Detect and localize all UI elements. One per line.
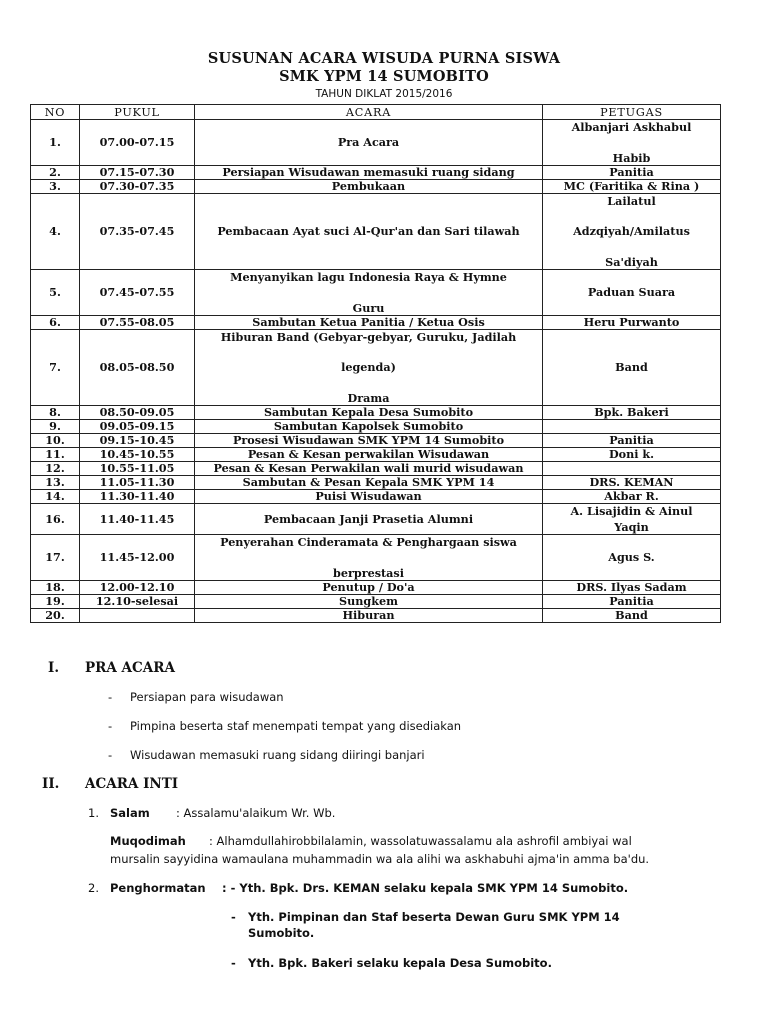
cell-petugas: Paduan Suara bbox=[543, 270, 721, 316]
section-1-title: PRA ACARA bbox=[85, 660, 175, 676]
header-no: NO bbox=[31, 105, 80, 120]
cell-acara bbox=[195, 535, 543, 581]
cell-acara: Sambutan Ketua Panitia / Ketua Osis bbox=[195, 316, 543, 330]
cell-acara-line: Menyanyikan lagu Indonesia Raya & Hymne bbox=[230, 269, 507, 284]
cell-no: 5. bbox=[31, 270, 80, 316]
cell-petugas-line: Sa'diyah bbox=[605, 254, 658, 269]
cell-acara-line: berprestasi bbox=[333, 565, 404, 580]
cell-petugas bbox=[543, 504, 721, 535]
cell-petugas-line: Yaqin bbox=[614, 519, 649, 534]
cell-acara-line: legenda) bbox=[341, 360, 396, 374]
penghormatan-dash-2: - bbox=[231, 910, 236, 924]
cell-no: 7. bbox=[31, 330, 80, 406]
cell-pukul: 09.15-10.45 bbox=[80, 434, 195, 448]
cell-pukul: 12.00-12.10 bbox=[80, 581, 195, 595]
table-row bbox=[31, 166, 721, 180]
table-row bbox=[31, 180, 721, 194]
cell-pukul bbox=[80, 609, 195, 623]
cell-pukul: 08.05-08.50 bbox=[80, 330, 195, 406]
section-1-numeral: I. bbox=[48, 660, 60, 676]
cell-petugas: Bpk. Bakeri bbox=[543, 406, 721, 420]
table-row bbox=[31, 330, 721, 406]
cell-petugas: DRS. KEMAN bbox=[543, 476, 721, 490]
table-row bbox=[31, 581, 721, 595]
muqodimah-line-2: mursalin sayyidina wamaulana muhammadin wa ala alihi wa askhabuhi ajma'in amma ba'du. bbox=[110, 852, 650, 866]
cell-pukul: 10.55-11.05 bbox=[80, 462, 195, 476]
salam-text: : Assalamu'alaikum Wr. Wb. bbox=[176, 806, 336, 820]
cell-acara: Pembacaan Ayat suci Al-Qur'an dan Sari tilawah bbox=[195, 194, 543, 270]
cell-no: 9. bbox=[31, 420, 80, 434]
section-2-numeral: II. bbox=[42, 776, 60, 792]
cell-acara-line: Penyerahan Cinderamata & Penghargaan siswa bbox=[220, 534, 517, 549]
cell-petugas: Doni k. bbox=[543, 448, 721, 462]
cell-acara-line: Guru bbox=[352, 300, 385, 315]
cell-acara: Sambutan Kepala Desa Sumobito bbox=[195, 406, 543, 420]
penghormatan-line-3: Yth. Bpk. Bakeri selaku kepala Desa Sumobito. bbox=[248, 956, 552, 970]
cell-no: 11. bbox=[31, 448, 80, 462]
table-row bbox=[31, 434, 721, 448]
cell-pukul: 11.05-11.30 bbox=[80, 476, 195, 490]
header-pukul: PUKUL bbox=[80, 105, 195, 120]
table-row bbox=[31, 595, 721, 609]
cell-petugas: Akbar R. bbox=[543, 490, 721, 504]
cell-pukul: 07.15-07.30 bbox=[80, 166, 195, 180]
cell-pukul: 07.00-07.15 bbox=[80, 120, 195, 166]
cell-acara bbox=[195, 270, 543, 316]
penghormatan-line-1: : - Yth. Bpk. Drs. KEMAN selaku kepala SMK YPM 14 Sumobito. bbox=[222, 881, 629, 895]
header-acara: ACARA bbox=[195, 105, 543, 120]
cell-petugas-line: Lailatul bbox=[607, 193, 656, 208]
cell-acara: Penutup / Do'a bbox=[195, 581, 543, 595]
cell-no: 13. bbox=[31, 476, 80, 490]
cell-no: 8. bbox=[31, 406, 80, 420]
document-page: SUSUNAN ACARA WISUDA PURNA SISWA SMK YPM 14 SUMOBITO TAHUN DIKLAT 2015/2016 NO PUKUL ACARA PETUGAS 1. 07.00-07.15 Pra Acara Albanjari Askhabul Habib 2. 07.15-07.30 Persiapan Wisudawan memasuki ruang sidang Panitia 3. 07.30-07.35 Pembukaan MC (Faritika & Rina ) 4. 07.35-07.45 Pembacaan Ayat suci Al-Qur'an dan Sari tilawah Lailatul Adzqiyah/Amilatus Sa'diyah 5. 07.45-07.55 Menyanyikan lagu Indonesia Raya & Hymne Guru Paduan Suara 6. 07.55-08.05 Sambutan Ketua Panitia / Ketua Osis Heru Purwanto 7. 08.05-08.50 Hiburan Band (Gebyar-gebyar, Guruku, Jadilah legenda) Drama Band 8. 08.50-09.05 Sambutan Kepala Desa Sumobito Bpk. Bakeri 9. 09.05-09.15 Sambutan Kapolsek Sumobito 10. 09.15-10.45 Prosesi Wisudawan SMK YPM 14 Sumobito Panitia 11. 10.45-10.55 Pesan & Kesan perwakilan Wisudawan Doni k. 12. 10.55-11.05 Pesan & Kesan Perwakilan wali murid wisudawan 13. 11.05-11.30 Sambutan & Pesan Kepala SMK YPM 14 DRS. KEMAN 14. 11.30-11.40 Puisi Wisudawan Akbar R. 16. 11.40-11.45 Pembacaan Janji Prasetia Alumni A. Lisajidin & Ainul Yaqin 17. 11.45-12.00 Penyerahan Cinderamata & Penghargaan siswa berprestasi Agus S. 18. 12.00-12.10 Penutup / Do'a DRS. Ilyas Sadam 19. 12.10-selesai Sungkem Panitia 20. Hiburan Band I. PRA ACARA - Persiapan para wisudawan - Pimpina beserta staf menempati tempat yang disediakan - Wisudawan memasuki ruang sidang diiringi banjari II. ACARA INTI 1. Salam : Assalamu'alaikum Wr. Wb. Muqodimah : Alhamdullahirobbilalamin, wassolatuwassalamu ala ashrofil ambiyai wal mursalin sayyidina wamaulana muhammadin wa ala alihi wa askhabuhi ajma'in amma ba'du. 2. Penghormatan : - Yth. Bpk. Drs. KEMAN selaku kepala SMK YPM 14 Sumobito. - Yth. Pimpinan dan Staf beserta Dewan Guru SMK YPM 14 Sumobito. - Yth. Bpk. Bakeri selaku kepala Desa Sumobito. bbox=[0, 0, 768, 1024]
table-row bbox=[31, 420, 721, 434]
salam-label: Salam bbox=[110, 806, 150, 820]
cell-pukul: 10.45-10.55 bbox=[80, 448, 195, 462]
table-header-row bbox=[31, 105, 721, 120]
cell-petugas: Panitia bbox=[543, 166, 721, 180]
cell-no: 2. bbox=[31, 166, 80, 180]
item-1-number: 1. bbox=[88, 806, 99, 820]
cell-petugas: Band bbox=[543, 330, 721, 406]
document-title: SUSUNAN ACARA WISUDA PURNA SISWA bbox=[207, 50, 561, 67]
cell-petugas-line: Albanjari Askhabul bbox=[571, 119, 692, 134]
cell-no: 10. bbox=[31, 434, 80, 448]
cell-acara: Prosesi Wisudawan SMK YPM 14 Sumobito bbox=[195, 434, 543, 448]
table-row bbox=[31, 504, 721, 535]
section-2-title: ACARA INTI bbox=[85, 776, 179, 792]
cell-pukul: 07.35-07.45 bbox=[80, 194, 195, 270]
table-row bbox=[31, 448, 721, 462]
cell-no: 1. bbox=[31, 120, 80, 166]
penghormatan-dash-3: - bbox=[231, 956, 236, 970]
cell-petugas: Band bbox=[543, 609, 721, 623]
table-row bbox=[31, 194, 721, 270]
penghormatan-line-2b: Sumobito. bbox=[248, 926, 315, 940]
cell-acara-line: Drama bbox=[347, 390, 390, 405]
cell-no: 19. bbox=[31, 595, 80, 609]
header-petugas: PETUGAS bbox=[543, 105, 721, 120]
cell-acara: Hiburan bbox=[195, 609, 543, 623]
cell-petugas-line: Habib bbox=[612, 150, 651, 165]
cell-petugas bbox=[543, 420, 721, 434]
school-name: SMK YPM 14 SUMOBITO bbox=[279, 68, 489, 85]
cell-acara-line: Hiburan Band (Gebyar-gebyar, Guruku, Jadilah bbox=[220, 329, 517, 344]
cell-petugas: DRS. Ilyas Sadam bbox=[543, 581, 721, 595]
table-row bbox=[31, 406, 721, 420]
cell-no: 14. bbox=[31, 490, 80, 504]
table-row bbox=[31, 270, 721, 316]
cell-no: 20. bbox=[31, 609, 80, 623]
cell-petugas: Heru Purwanto bbox=[543, 316, 721, 330]
table-row bbox=[31, 476, 721, 490]
cell-petugas bbox=[543, 120, 721, 166]
cell-petugas-line: Adzqiyah/Amilatus bbox=[573, 224, 690, 238]
cell-acara: Pra Acara bbox=[195, 120, 543, 166]
cell-pukul: 07.30-07.35 bbox=[80, 180, 195, 194]
schedule-table bbox=[30, 104, 721, 623]
muqodimah-label: Muqodimah bbox=[110, 834, 186, 848]
cell-pukul: 11.40-11.45 bbox=[80, 504, 195, 535]
muqodimah-line-1: : Alhamdullahirobbilalamin, wassolatuwassalamu ala ashrofil ambiyai wal bbox=[209, 834, 632, 848]
penghormatan-line-2a: Yth. Pimpinan dan Staf beserta Dewan Guru SMK YPM 14 bbox=[248, 910, 620, 924]
cell-pukul: 11.30-11.40 bbox=[80, 490, 195, 504]
section-2-heading bbox=[0, 776, 768, 794]
item-2-number: 2. bbox=[88, 881, 99, 895]
cell-acara: Pesan & Kesan Perwakilan wali murid wisudawan bbox=[195, 462, 543, 476]
table-row bbox=[31, 490, 721, 504]
cell-petugas bbox=[543, 462, 721, 476]
cell-no: 16. bbox=[31, 504, 80, 535]
cell-acara: Persiapan Wisudawan memasuki ruang sidang bbox=[195, 166, 543, 180]
cell-no: 6. bbox=[31, 316, 80, 330]
cell-acara: Sungkem bbox=[195, 595, 543, 609]
cell-petugas: Panitia bbox=[543, 434, 721, 448]
cell-acara: Pembacaan Janji Prasetia Alumni bbox=[195, 504, 543, 535]
cell-pukul: 08.50-09.05 bbox=[80, 406, 195, 420]
cell-pukul: 07.55-08.05 bbox=[80, 316, 195, 330]
cell-acara: Pesan & Kesan perwakilan Wisudawan bbox=[195, 448, 543, 462]
penghormatan-label: Penghormatan bbox=[110, 881, 206, 895]
cell-petugas: Panitia bbox=[543, 595, 721, 609]
cell-no: 18. bbox=[31, 581, 80, 595]
cell-no: 4. bbox=[31, 194, 80, 270]
cell-no: 17. bbox=[31, 535, 80, 581]
cell-acara: Sambutan Kapolsek Sumobito bbox=[195, 420, 543, 434]
cell-pukul: 09.05-09.15 bbox=[80, 420, 195, 434]
cell-petugas-line: A. Lisajidin & Ainul bbox=[570, 503, 693, 518]
cell-no: 12. bbox=[31, 462, 80, 476]
cell-pukul: 12.10-selesai bbox=[80, 595, 195, 609]
cell-petugas: MC (Faritika & Rina ) bbox=[543, 180, 721, 194]
table-row bbox=[31, 609, 721, 623]
cell-petugas: Agus S. bbox=[543, 535, 721, 581]
table-row bbox=[31, 316, 721, 330]
table-row bbox=[31, 120, 721, 166]
cell-pukul: 07.45-07.55 bbox=[80, 270, 195, 316]
table-row bbox=[31, 462, 721, 476]
cell-acara: Sambutan & Pesan Kepala SMK YPM 14 bbox=[195, 476, 543, 490]
section-1-heading bbox=[0, 660, 768, 678]
cell-no: 3. bbox=[31, 180, 80, 194]
cell-petugas bbox=[543, 194, 721, 270]
academic-year: TAHUN DIKLAT 2015/2016 bbox=[315, 88, 453, 100]
cell-acara: Puisi Wisudawan bbox=[195, 490, 543, 504]
cell-acara bbox=[195, 330, 543, 406]
cell-acara: Pembukaan bbox=[195, 180, 543, 194]
cell-pukul: 11.45-12.00 bbox=[80, 535, 195, 581]
table-row bbox=[31, 535, 721, 581]
